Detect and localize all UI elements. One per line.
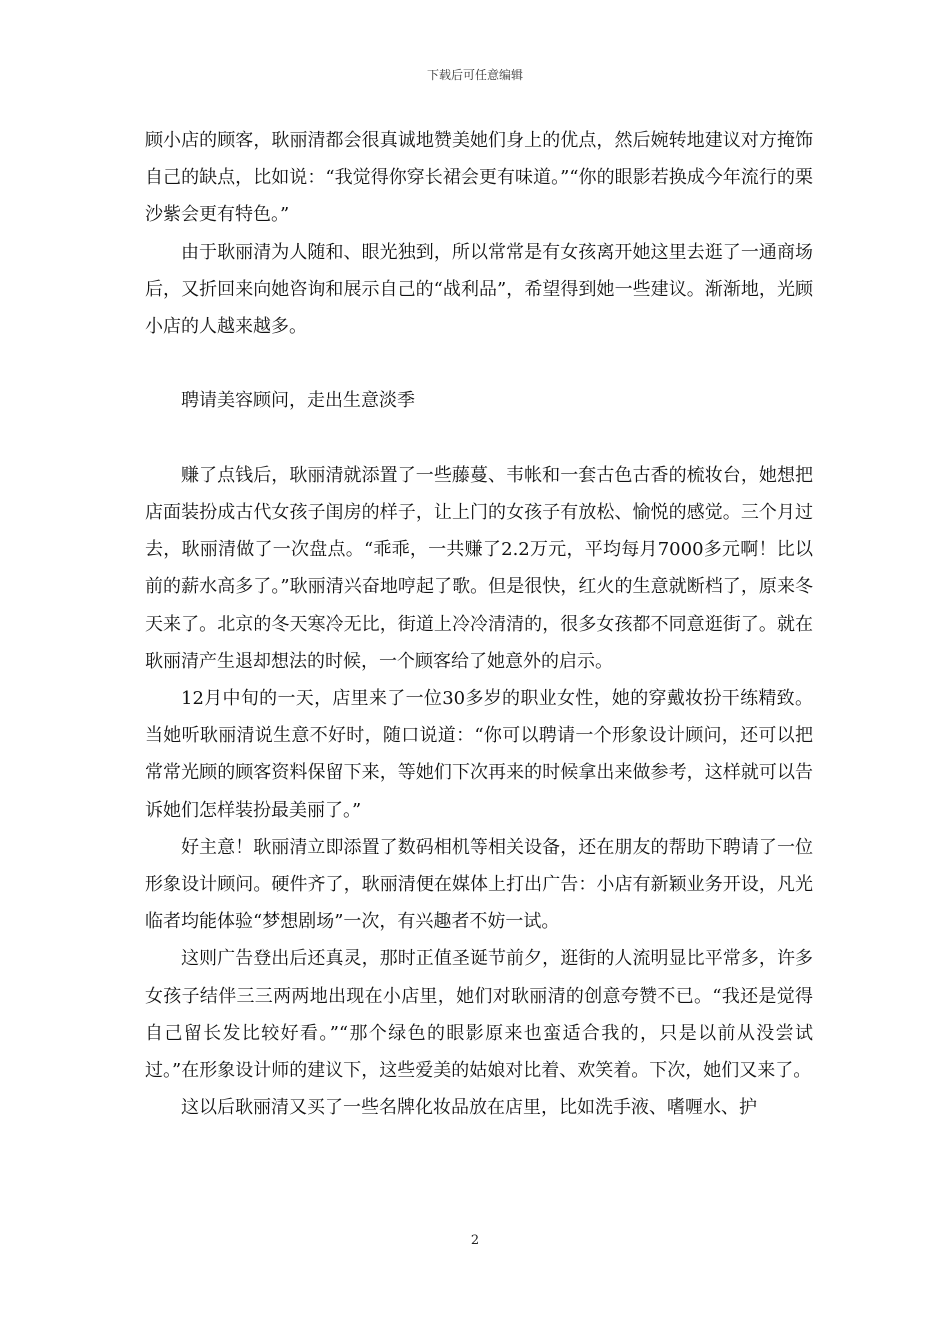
blank-line: [145, 345, 813, 382]
blank-line: [145, 420, 813, 457]
paragraph: 由于耿丽清为人随和、眼光独到，所以常常是有女孩离开她这里去逛了一通商场后，又折回来向她咨询和展示自己的“战利品”，希望得到她一些建议。渐渐地，光顾小店的人越来越多。: [145, 241, 813, 338]
document-body: [145, 122, 813, 1126]
paragraph: 这则广告登出后还真灵，那时正值圣诞节前夕，逛街的人流明显比平常多，许多女孩子结伴三三两两地出现在小店里，她们对耿丽清的创意夸赞不已。“我还是觉得自己留长发比较好看。”“那个绿色的眼影原来也蛮适合我的，只是以前从没尝试过。”在形象设计师的建议下，这些爱美的姑娘对比着、欢笑着。下次，她们又来了。: [145, 948, 813, 1082]
paragraph: 12月中旬的一天，店里来了一位30多岁的职业女性，她的穿戴妆扮干练精致。当她听耿丽清说生意不好时，随口说道：“你可以聘请一个形象设计顾问，还可以把常常光顾的顾客资料保留下来，等她们下次再来的时候拿出来做参考，这样就可以告诉她们怎样装扮最美丽了。”: [145, 688, 813, 821]
paragraph-continued: 顾小店的顾客，耿丽清都会很真诚地赞美她们身上的优点，然后婉转地建议对方掩饰自己的缺点，比如说：“我觉得你穿长裙会更有味道。”“你的眼影若换成今年流行的栗沙紫会更有特色。”: [145, 130, 813, 226]
paragraph: 好主意！耿丽清立即添置了数码相机等相关设备，还在朋友的帮助下聘请了一位形象设计顾问。硬件齐了，耿丽清便在媒体上打出广告：小店有新颖业务开设，凡光临者均能体验“梦想剧场”一次，有兴趣者不妨一试。: [145, 836, 813, 933]
page-number: 2: [470, 1233, 480, 1248]
section-heading: 聘请美容顾问，走出生意淡季: [181, 390, 415, 412]
paragraph: 这以后耿丽清又买了一些名牌化妆品放在店里，比如洗手液、嗜喱水、护: [181, 1097, 757, 1119]
page-header: 下载后可任意编辑: [426, 68, 523, 82]
paragraph: 赚了点钱后，耿丽清就添置了一些藤蔓、韦帐和一套古色古香的梳妆台，她想把店面装扮成古代女孩子闺房的样子，让上门的女孩子有放松、愉悦的感觉。三个月过去，耿丽清做了一次盘点。“乖乖，一共赚了2.2万元，平均每月7000多元啊！比以前的薪水高多了。”耿丽清兴奋地哼起了歌。但是很快，红火的生意就断档了，原来冬天来了。北京的冬天寒冷无比，街道上冷冷清清的，很多女孩都不同意逛街了。就在耿丽清产生退却想法的时候，一个顾客给了她意外的启示。: [145, 464, 813, 672]
